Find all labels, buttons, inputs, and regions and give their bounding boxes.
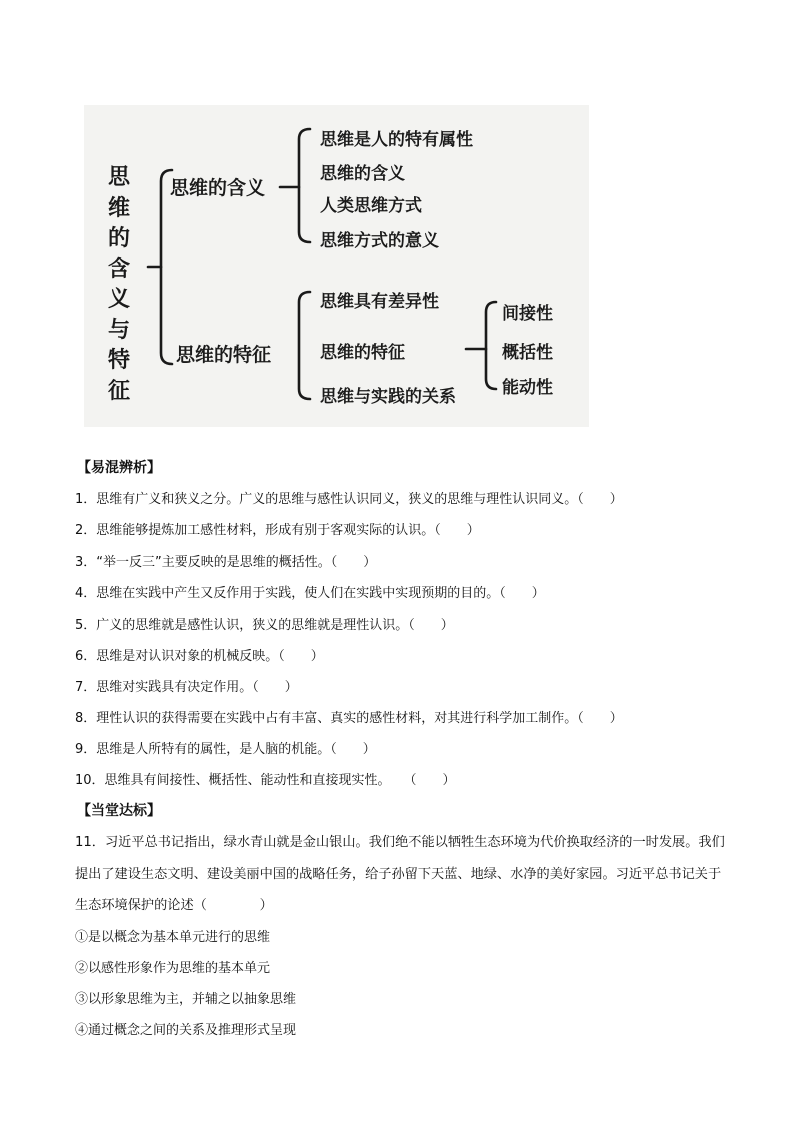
list-item: 6．思维是对认识对象的机械反映。（ ）: [75, 649, 324, 664]
option-1: ①是以概念为基本单元进行的思维: [75, 930, 271, 945]
list-item: 10．思维具有间接性、概括性、能动性和直接现实性。 （ ）: [75, 773, 456, 788]
leaf-mode-significance: 思维方式的意义: [320, 231, 439, 251]
list-item: 9．思维是人所特有的属性，是人脑的机能。（ ）: [75, 742, 376, 757]
mind-map-root: 思维的含义与特征: [107, 165, 130, 404]
leaf-indirectness: 间接性: [502, 304, 553, 324]
section-title-practice: 【当堂达标】: [77, 803, 161, 819]
mind-map-diagram: [84, 105, 589, 427]
leaf-meaning: 思维的含义: [320, 164, 405, 184]
list-item: 8．理性认识的获得需要在实践中占有丰富、真实的感性材料，对其进行科学加工制作。（ ）: [75, 711, 623, 726]
leaf-initiative: 能动性: [502, 378, 553, 398]
leaf-features: 思维的特征: [320, 343, 405, 363]
option-2: ②以感性形象作为思维的基本单元: [75, 961, 271, 976]
branch-features: 思维的特征: [176, 344, 272, 366]
leaf-generality: 概括性: [502, 343, 553, 363]
option-4: ④通过概念之间的关系及推理形式呈现: [75, 1023, 297, 1038]
option-3: ③以形象思维为主，并辅之以抽象思维: [75, 992, 297, 1007]
leaf-differences: 思维具有差异性: [320, 292, 439, 312]
list-item: 1．思维有广义和狭义之分。广义的思维与感性认识同义，狭义的思维与理性认识同义。（ ）: [75, 492, 623, 507]
section-title-distinguish: 【易混辨析】: [77, 460, 161, 476]
leaf-thinking-modes: 人类思维方式: [320, 196, 422, 216]
leaf-unique-attribute: 思维是人的特有属性: [320, 130, 473, 150]
list-item: 7．思维对实践具有决定作用。（ ）: [75, 680, 298, 695]
list-item: 4．思维在实践中产生又反作用于实践，使人们在实践中实现预期的目的。（ ）: [75, 586, 545, 601]
list-item: 2．思维能够提炼加工感性材料，形成有别于客观实际的认识。（ ）: [75, 523, 480, 538]
question-11-stem: 11．习近平总书记指出，绿水青山就是金山银山。我们绝不能以牺牲生态环境为代价换取经济的一时发展。我们提出了建设生态文明、建设美丽中国的战略任务，给子孙留下天蓝、地绿、水净的美好家园。习近平总书记关于生态环境保护的论述（ ）: [75, 835, 725, 913]
list-item: 5．广义的思维就是感性认识，狭义的思维就是理性认识。（ ）: [75, 618, 454, 633]
branch-meaning: 思维的含义: [170, 177, 266, 199]
list-item: 3．“举一反三”主要反映的是思维的概括性。（ ）: [75, 555, 377, 570]
leaf-practice-relation: 思维与实践的关系: [320, 387, 456, 407]
